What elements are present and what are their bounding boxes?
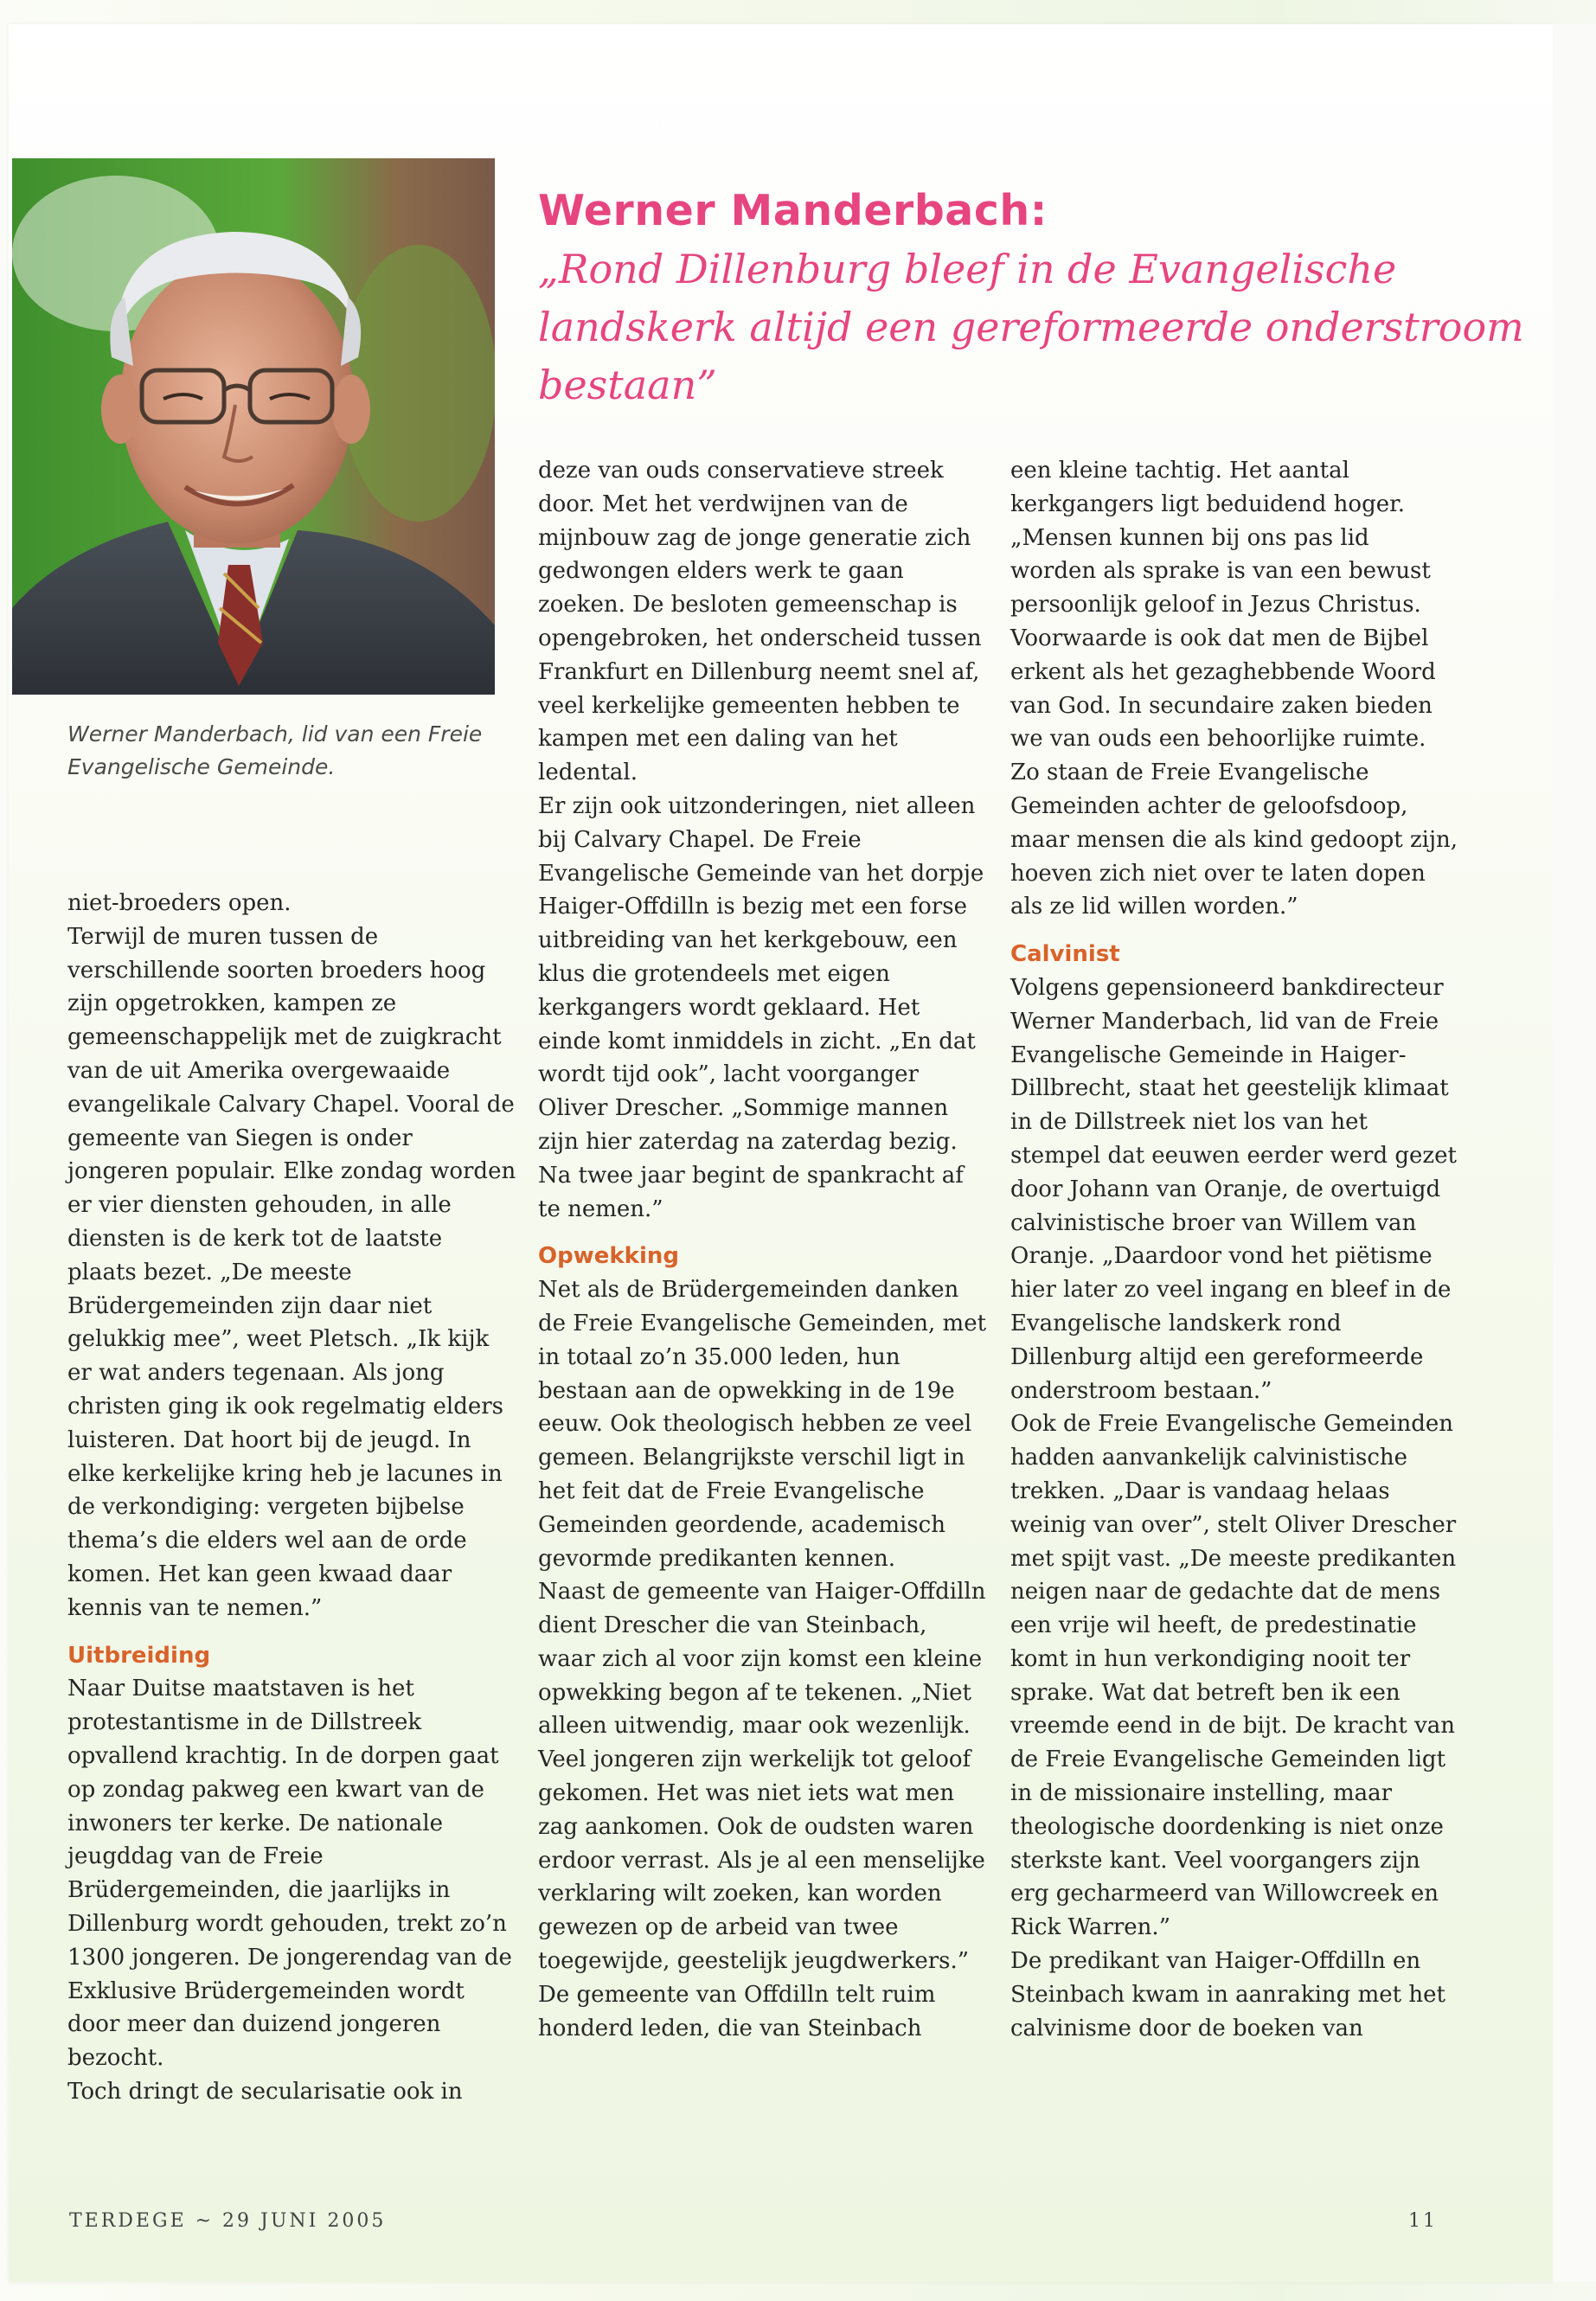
section-heading: Calvinist	[1010, 941, 1120, 968]
publication-footer: TERDEGE ~ 29 JUNI 2005	[69, 2210, 387, 2232]
section-heading: Opwekking	[538, 1243, 679, 1270]
article-subheadline: „Rond Dillenburg bleef in de Evangelische landskerk altijd een gereformeerde onderstroom bestaan”	[538, 246, 1524, 408]
paragraph: Terwijl de muren tussen de verschillende soorten broeders hoog zijn opgetrokken, kampen ze gemeenschappelijk met de zuigkracht van de uit Amerika overgewaaide evangelikale Calvary Chapel. Vooral de gemeente van Siegen is onder jongeren populair. Elke zondag worden er vier diensten gehouden, in alle diensten is de kerk tot de laatste plaats bezet. „De meeste Brüdergemeinden zijn daar niet gelukkig mee”, weet Pletsch. „Ik kijk er wat anders tegenaan. Als jong christen ging ik ook regelmatig elders luisteren. Dat hoort bij de jeugd. In elke kerkelijke kring heb je lacunes in de verkondiging: vergeten bijbelse thema’s die elders wel aan de orde komen. Het kan geen kwaad daar kennis van te nemen.”	[67, 923, 516, 1621]
paragraph: De predikant van Haiger-Offdilln en Steinbach kwam in aanraking met het calvinisme door de boeken van	[1010, 1948, 1445, 2041]
portrait-photo	[12, 158, 495, 695]
paragraph: Toch dringt de secularisatie ook in	[67, 2078, 463, 2105]
paragraph: Naast de gemeente van Haiger-Offdilln dient Drescher die van Steinbach, waar zich al voor zijn komst een kleine opwekking begon af te tekenen. „Niet alleen uitwendig, maar ook wezenlijk. Veel jongeren zijn werkelijk tot geloof gekomen. Het was niet iets wat men zag aankomen. Ook de oudsten waren erdoor verrast. Als je al een menselijke verklaring wilt zoeken, kan worden gewezen op de arbeid van twee toegewijde, geestelijk jeugdwerkers.”	[538, 1579, 986, 1975]
paragraph: Net als de Brüdergemeinden danken de Freie Evangelische Gemeinden, met in totaal zo’n 35.000 leden, hun bestaan aan de opwekking in de 19e eeuw. Ook theologisch hebben ze veel gemeen. Belangrijkste verschil ligt in het feit dat de Freie Evangelische Gemeinden geordende, academisch gevormde predikanten kennen.	[538, 1277, 987, 1572]
article-headline: Werner Manderbach:	[538, 186, 1048, 235]
page-number: 11	[1408, 2210, 1438, 2232]
photo-caption: Werner Manderbach, lid van een Freie Evangelische Gemeinde.	[67, 721, 483, 779]
paragraph: Naar Duitse maatstaven is het protestantisme in de Dillstreek opvallend krachtig. In de dorpen gaat op zondag pakweg een kwart van de inwoners ter kerke. De nationale jeugddag van de Freie Brüdergemeinden, die jaarlijks in Dillenburg wordt gehouden, trekt zo’n 1300 jongeren. De jongerendag van de Exklusive Brüdergemeinden wordt door meer dan duizend jongeren bezocht.	[67, 1676, 512, 2072]
text-column-3	[1010, 454, 1460, 2045]
text-column-2	[538, 454, 988, 2045]
paragraph: Ook de Freie Evangelische Gemeinden hadden aanvankelijk calvinistische trekken. „Daar is vandaag helaas weinig van over”, stelt Oliver Drescher met spijt vast. „De meeste predikanten neigen naar de gedachte dat de mens een vrije wil heeft, de predestinatie komt in hun verkondiging nooit ter sprake. Wat dat betreft ben ik een vreemde eend in de bijt. De kracht van de Freie Evangelische Gemeinden ligt in de missionaire instelling, maar theologische doordenking is niet onze sterkste kant. Veel voorgangers zijn erg gecharmeerd van Willowcreek en Rick Warren.”	[1010, 1411, 1457, 1941]
section-heading: Uitbreiding	[67, 1642, 211, 1669]
page-margin	[1553, 24, 1596, 2282]
paragraph: deze van ouds conservatieve streek door. Met het verdwijnen van de mijnbouw zag de jonge generatie zich gedwongen elders werk te gaan zoeken. De besloten gemeenschap is opengebroken, het onderscheid tussen Frankfurt en Dillenburg neemt snel af, veel kerkelijke gemeenten hebben te kampen met een daling van het ledental.	[538, 458, 982, 786]
paragraph: een kleine tachtig. Het aantal kerkgangers ligt beduidend hoger. „Mensen kunnen bij ons pas lid worden als sprake is van een bewust persoonlijk geloof in Jezus Christus. Voorwaarde is ook dat men de Bijbel erkent als het gezaghebbende Woord van God. In secundaire zaken bieden we van ouds een behoorlijke ruimte. Zo staan de Freie Evangelische Gemeinden achter de geloofsdoop, maar mensen die als kind gedoopt zijn, hoeven zich niet over te laten dopen als ze lid willen worden.”	[1010, 458, 1458, 920]
paragraph: niet-broeders open.	[67, 890, 292, 916]
text-column-1	[67, 887, 517, 2109]
paragraph: Volgens gepensioneerd bankdirecteur Werner Manderbach, lid van de Freie Evangelische Gemeinde in Haiger-Dillbrecht, staat het geestelijk klimaat in de Dillstreek niet los van het stempel dat eeuwen eerder werd gezet door Johann van Oranje, de overtuigd calvinistische broer van Willem van Oranje. „Daardoor vond het piëtisme hier later zo veel ingang en bleef in de Evangelische landskerk rond Dillenburg altijd een gereformeerde onderstroom bestaan.”	[1010, 974, 1457, 1404]
paragraph: De gemeente van Offdilln telt ruim honderd leden, die van Steinbach	[538, 1981, 936, 2041]
paragraph: Er zijn ook uitzonderingen, niet alleen bij Calvary Chapel. De Freie Evangelische Gemeinde van het dorpje Haiger-Offdilln is bezig met een forse uitbreiding van het kerkgebouw, een klus die grotendeels met eigen kerkgangers wordt geklaard. Het einde komt inmiddels in zicht. „En dat wordt tijd ook”, lacht voorganger Oliver Drescher. „Sommige mannen zijn hier zaterdag na zaterdag bezig. Na twee jaar begint de spankracht af te nemen.”	[538, 792, 984, 1222]
